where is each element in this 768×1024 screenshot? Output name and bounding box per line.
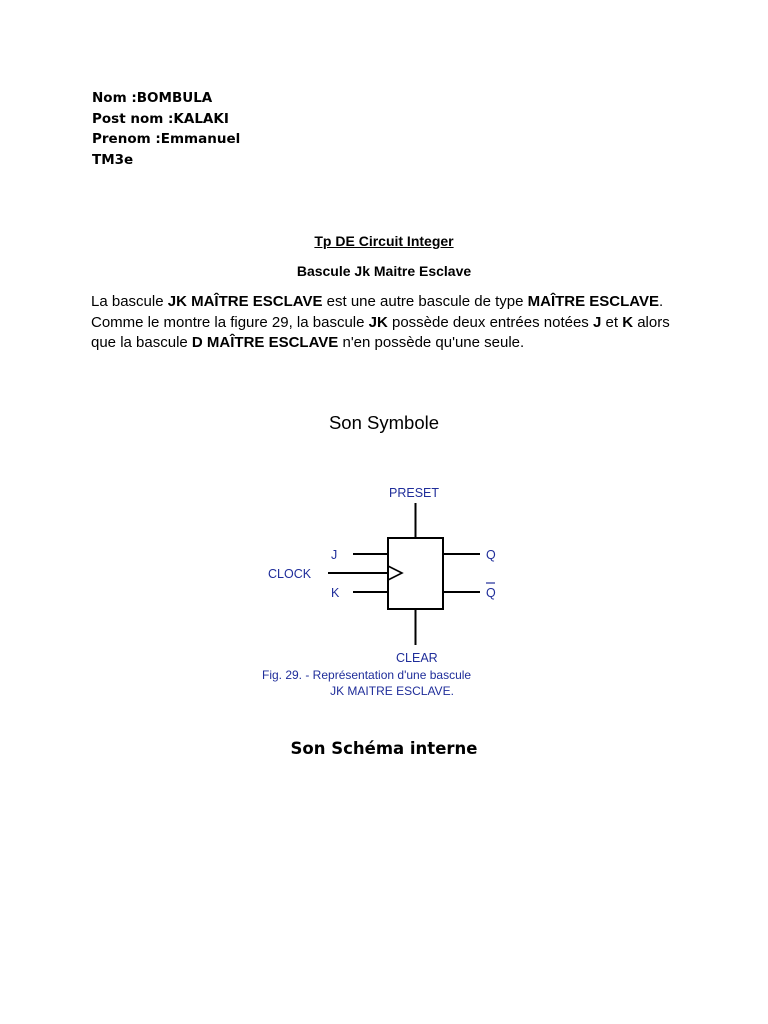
para-bold-3: JK (368, 313, 388, 331)
label-k: K (331, 586, 340, 600)
student-prenom: Prenom :Emmanuel (92, 131, 241, 147)
para-bold-4: J (592, 313, 602, 331)
student-class: TM3e (92, 151, 134, 168)
section-heading-symbole: Son Symbole (328, 412, 440, 433)
para-text-4: possède deux entrées notées (387, 313, 593, 331)
para-text-2: est une autre bascule de type (322, 293, 528, 310)
document-subtitle: Bascule Jk Maitre Esclave (296, 263, 472, 279)
section-heading-schema: Son Schéma interne (290, 739, 478, 758)
document-title: Tp DE Circuit Integer (314, 233, 454, 249)
para-bold-1: JK MAÎTRE ESCLAVE (167, 293, 323, 310)
label-preset: PRESET (389, 486, 440, 500)
para-bold-2: MAÎTRE ESCLAVE (527, 293, 660, 310)
student-post-nom: Post nom :KALAKI (92, 110, 229, 127)
para-text-5: et (601, 313, 623, 331)
para-text-3: . Comme le montre la figure 29, la bascule (91, 293, 664, 331)
para-text-7: n'en possède qu'une seule. (338, 334, 525, 351)
figure-caption-line1: Fig. 29. - Représentation d'une bascule (262, 668, 472, 682)
label-j: J (331, 548, 338, 562)
para-bold-6: D MAÎTRE ESCLAVE (191, 334, 339, 351)
figure-caption-line2: JK MAITRE ESCLAVE. (330, 684, 454, 698)
clock-edge-triangle-icon (388, 566, 402, 580)
label-clock: CLOCK (268, 567, 312, 581)
para-text-1: La bascule (91, 293, 168, 310)
label-clear: CLEAR (396, 651, 438, 665)
label-q-bar: Q (486, 586, 496, 600)
label-q: Q (486, 548, 496, 562)
para-bold-5: K (622, 313, 634, 331)
para-text-6: alors que la bascule (91, 313, 670, 351)
flipflop-box (388, 538, 443, 609)
student-nom: Nom :BOMBULA (92, 90, 213, 106)
